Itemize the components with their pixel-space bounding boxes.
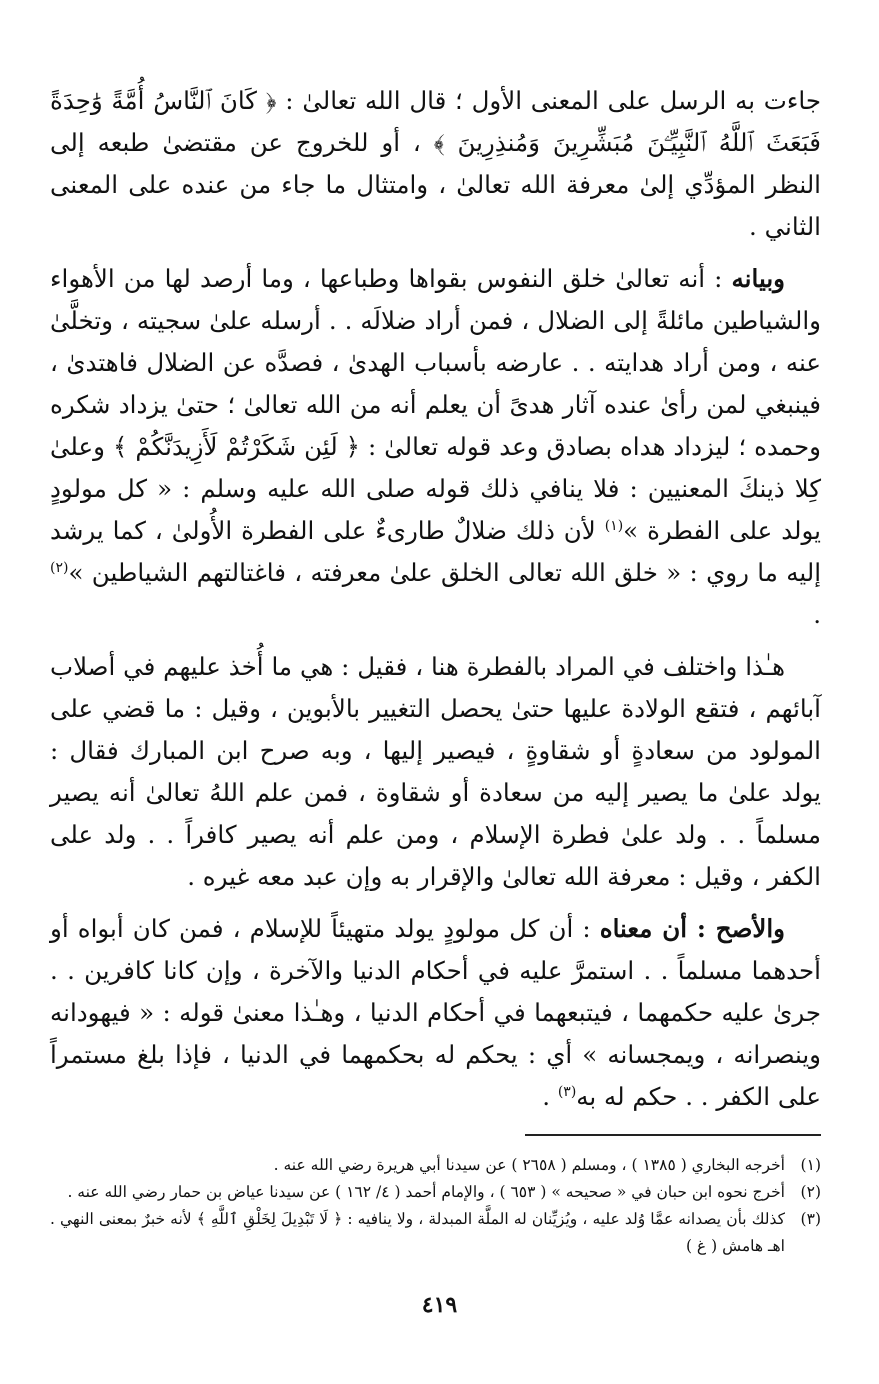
footnote-number: (٣) (800, 1210, 821, 1228)
footnotes (50, 1152, 821, 1260)
paragraph-3 (50, 646, 821, 898)
footnote-divider (525, 1134, 821, 1136)
footnote-ref-3[interactable]: (٣) (557, 1083, 577, 1100)
paragraph-2-text-a: : أنه تعالىٰ خلق النفوس بقواها وطباعها ، وما أرصد لها من الأهواء والشياطين مائلةً إلى الضلال ، فمن أراد ضلالَه . . أرسله علىٰ سجيته ، وتخلَّىٰ عنه ، ومن أراد هدايته . . عارضه بأسباب الهدىٰ ، فصدَّه عن الضلال فاهتدىٰ ، فينبغي لمن رأىٰ عنده آثار هدىً أن يعلم أنه من الله تعالىٰ ؛ حتىٰ يزداد شكره وحمده ؛ ليزداد هداه بصادق وعد قوله تعالىٰ : (50, 264, 821, 461)
paragraph-1 (50, 80, 821, 248)
footnote-3 (50, 1206, 821, 1260)
footnote-ref-2[interactable]: (٢) (50, 559, 69, 576)
footnote-number: (٢) (800, 1183, 821, 1201)
paragraph-1-text-a: جاءت به الرسل على المعنى الأول ؛ قال الله تعالىٰ : (276, 86, 821, 115)
footnote-text: أخرج نحوه ابن حبان في « صحيحه » ( ٦٥٣ ) ، والإمام أحمد ( ٤/ ١٦٢ ) عن سيدنا عياض بن حمار رضي الله عنه . (67, 1183, 785, 1201)
footnote-ref-1[interactable]: (١) (604, 517, 624, 534)
paragraph-1-text-b: ، أو للخروج عن مقتضىٰ طبعه إلى النظر المؤدِّي إلىٰ معرفة الله تعالىٰ ، وامتثال ما جاء من عنده على المعنى الثاني . (50, 128, 821, 241)
paragraph-2-text-d: . (813, 600, 821, 629)
page-number: ٤١٩ (421, 1292, 458, 1318)
paragraph-4-lead: والأصح : أن معناه (599, 914, 785, 943)
footnote-number: (١) (800, 1156, 821, 1174)
paragraph-2-text-c: لأن ذلك ضلالٌ طارىءٌ على الفطرة الأُولىٰ ، كما يرشد إليه ما روي : « خلق الله تعالى الخلق علىٰ معرفته ، فاغتالتهم الشياطين » (50, 516, 821, 587)
footnote-text: كذلك بأن يصدانه عمَّا وُلد عليه ، ويُزيِّنان له الملَّة المبدلة ، ولا ينافيه : ﴿ لَا تَبْدِيلَ لِخَلْقِ ٱللَّهِ ﴾ لأنه خبرٌ بمعنى النهي . اهـ هامش ( غ ) (50, 1210, 785, 1255)
quran-verse-2: ﴿ لَئِن شَكَرْتُمْ لَأَزِيدَنَّكُمْ ﴾ (112, 432, 361, 461)
paragraph-2-text-b: وعلىٰ كِلا ذينكَ المعنيين : فلا ينافي ذلك قوله صلى الله عليه وسلم : « كل مولودٍ يولد على الفطرة » (50, 432, 821, 545)
paragraph-4 (50, 908, 821, 1118)
paragraph-2 (50, 258, 821, 636)
footnote-2 (50, 1179, 821, 1206)
main-text (50, 80, 821, 1118)
paragraph-4-text-a: : أن كل مولودٍ يولد متهيئاً للإسلام ، فمن كان أبواه أو أحدهما مسلماً . . استمرَّ عليه في أحكام الدنيا والآخرة ، وإن كانا كافرين . . جرىٰ عليه حكمهما ، فيتبعهما في أحكام الدنيا ، وهـٰذا معنىٰ قوله : « فيهودانه وينصرانه ، ويمجسانه » أي : يحكم له بحكمهما في الدنيا ، فإذا بلغ مستمراً على الكفر . . حكم له به (50, 914, 821, 1111)
footnote-text: أخرجه البخاري ( ١٣٨٥ ) ، ومسلم ( ٢٦٥٨ ) عن سيدنا أبي هريرة رضي الله عنه . (273, 1156, 785, 1174)
footnote-1 (50, 1152, 821, 1179)
paragraph-4-text-b: . (542, 1082, 558, 1111)
paragraph-2-lead: وبيانه (731, 264, 785, 293)
paragraph-3-text: هـٰذا واختلف في المراد بالفطرة هنا ، فقيل : هي ما أُخذ عليهم في أصلاب آبائهم ، فتقع الولادة عليها حتىٰ يحصل التغيير بالأبوين ، وقيل : ما قضي على المولود من سعادةٍ أو شقاوةٍ ، فيصير إليها ، وبه صرح ابن المبارك فقال : يولد علىٰ ما يصير إليه من سعادة أو شقاوة ، فمن علم اللهُ تعالىٰ أنه يصير مسلماً . . ولد علىٰ فطرة الإسلام ، ومن علم أنه يصير كافراً . . ولد على الكفر ، وقيل : معرفة الله تعالىٰ والإقرار به وإن عبد معه غيره . (50, 652, 821, 891)
quran-verse-1: ﴿ كَانَ ٱلنَّاسُ أُمَّةً وَٰحِدَةً فَبَعَثَ ٱللَّهُ ٱلنَّبِيِّـۧنَ مُبَشِّرِينَ وَمُنذِرِينَ ﴾ (50, 86, 821, 157)
